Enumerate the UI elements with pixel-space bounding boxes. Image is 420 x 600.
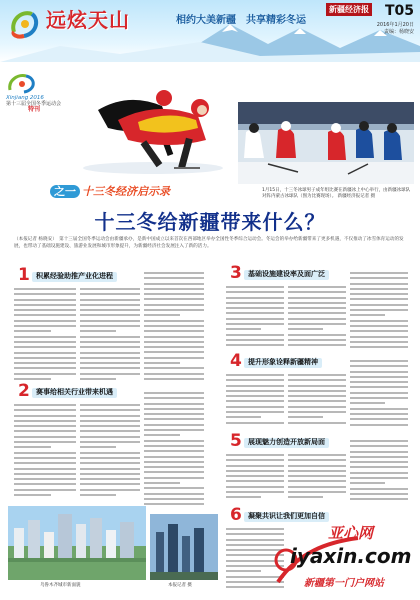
body-text-line — [80, 462, 140, 464]
body-text-line — [144, 397, 204, 399]
body-text-line — [14, 494, 51, 496]
body-text-line — [350, 288, 408, 290]
body-text-line — [288, 385, 346, 387]
body-text-line — [144, 498, 204, 500]
body-text-line — [80, 378, 116, 380]
editor-credit: 责编：杨晓安 — [383, 29, 414, 35]
body-text-line — [350, 493, 408, 495]
body-text-line — [144, 424, 204, 426]
body-text-line — [14, 404, 76, 406]
body-text-line — [144, 283, 204, 285]
body-text-line — [144, 298, 204, 300]
body-text-line — [14, 288, 76, 290]
body-text-line — [350, 346, 408, 348]
body-text-line — [80, 309, 140, 311]
body-text-line — [226, 286, 284, 288]
body-text-line — [144, 325, 204, 327]
body-text-line — [80, 357, 140, 359]
body-text-line — [144, 392, 204, 394]
body-text-line — [80, 468, 140, 470]
body-text-line — [144, 320, 204, 322]
body-text-line — [80, 425, 140, 427]
body-text-line — [226, 470, 284, 472]
body-text-line — [14, 425, 76, 427]
body-text-line — [80, 346, 140, 348]
city-photo-caption: 乌鲁木齐城市新面貌 — [40, 583, 81, 588]
speed-skater-photo — [78, 70, 228, 175]
body-text-line — [144, 493, 204, 495]
body-text-line — [14, 314, 76, 316]
section-5-number: 5 — [230, 431, 242, 451]
body-text-line — [288, 454, 346, 456]
body-text-line — [226, 344, 284, 346]
body-text-line — [350, 445, 408, 447]
body-text-line — [350, 304, 408, 306]
logo-wordmark: Xinjiang 2016 — [6, 95, 44, 101]
city-skyline-photo — [8, 506, 146, 580]
body-text-line — [80, 457, 140, 459]
body-text-line — [14, 436, 76, 438]
body-text-line — [288, 286, 346, 288]
body-text-line — [14, 336, 76, 338]
body-text-line — [288, 390, 346, 392]
body-text-line — [350, 498, 408, 500]
section-6-title: 凝聚共识让我们更加自信 — [248, 512, 325, 520]
body-text-line — [350, 413, 408, 415]
body-text-line — [288, 328, 323, 330]
body-text-line — [80, 473, 140, 475]
main-headline: 十三冬给新疆带来什么？ — [94, 210, 326, 234]
body-text-line — [350, 397, 408, 399]
section-5-body-col1 — [226, 454, 284, 506]
body-text-line — [144, 293, 204, 295]
body-text-line — [350, 293, 408, 295]
body-text-line — [144, 314, 180, 316]
body-text-line — [226, 411, 284, 413]
body-text-line — [288, 400, 346, 402]
series-number: 之一 — [50, 185, 80, 198]
body-text-line — [350, 330, 408, 332]
body-text-line — [226, 374, 284, 376]
body-text-line — [288, 344, 346, 346]
body-text-line — [14, 330, 51, 332]
site-watermark — [268, 512, 418, 600]
body-text-line — [14, 462, 76, 464]
hockey-photo-caption: 1月15日，十三冬冰球男子成年组比赛在新疆冰上中心举行，由新疆冰球队对阵内蒙古冰球队（图为比赛现场）。 新疆经济报记者 摄 — [262, 188, 411, 199]
section-2-body-col1 — [14, 404, 76, 500]
body-text-line — [144, 408, 204, 410]
body-text-line — [226, 334, 284, 336]
body-text-line — [14, 430, 76, 432]
games-title: 远炫天山 — [46, 8, 130, 32]
section-2-title: 赛事给相关行业带来机遇 — [36, 388, 113, 396]
body-text-line — [80, 494, 116, 496]
body-text-line — [144, 309, 204, 311]
body-text-line — [288, 312, 346, 314]
games-slogan: 相约大美新疆 共享精彩冬运 — [176, 15, 306, 26]
body-text-line — [144, 471, 204, 473]
body-text-line — [350, 325, 408, 327]
body-text-line — [288, 416, 323, 418]
body-text-line — [288, 486, 346, 488]
body-text-line — [144, 346, 204, 348]
body-text-line — [350, 472, 408, 474]
body-text-line — [226, 297, 284, 299]
night-city-photo — [150, 514, 218, 580]
ice-hockey-photo — [238, 102, 414, 184]
body-text-line — [350, 408, 408, 410]
body-text-line — [80, 452, 140, 454]
paper-name: 新疆经济报 — [326, 3, 372, 16]
body-text-line — [80, 314, 140, 316]
section-4-body-col2 — [288, 374, 346, 432]
body-text-line — [14, 309, 76, 311]
section-3-number: 3 — [230, 263, 242, 283]
body-text-line — [144, 357, 204, 359]
section-4-number: 4 — [230, 351, 242, 371]
body-text-line — [144, 477, 204, 479]
section-4-title: 提升形象诠释新疆精神 — [248, 358, 318, 366]
watermark-brand: 亚心网 — [328, 524, 374, 542]
body-text-line — [144, 362, 180, 364]
body-text-line — [144, 288, 204, 290]
body-text-line — [288, 496, 323, 498]
body-text-line — [350, 451, 408, 453]
section-4-body-col3 — [350, 360, 408, 432]
body-text-line — [144, 482, 180, 484]
body-text-line — [144, 351, 204, 353]
body-text-line — [226, 328, 261, 330]
body-text-line — [226, 406, 284, 408]
body-text-line — [350, 283, 408, 285]
body-text-line — [80, 489, 140, 491]
body-text-line — [288, 491, 346, 493]
body-text-line — [14, 320, 76, 322]
body-text-line — [350, 336, 408, 338]
lead-paragraph: （本报记者 杨晓安） 第十三届全国冬季运动会由新疆承办，是新中国成立以来首次在西部地区举办全国性冬季综合运动会。冬运会的举办给新疆带来了更多机遇，不仅推动了冰雪体育运动的发展，也带动了基础设施建设、旅游业发展和城市形象提升，为新疆经济社会发展注入了新的活力。 — [14, 237, 404, 249]
body-text-line — [14, 378, 51, 380]
body-text-line — [226, 570, 261, 572]
body-text-line — [226, 400, 284, 402]
body-text-line — [350, 418, 408, 420]
games-emblem-icon — [6, 6, 42, 42]
body-text-line — [80, 341, 140, 343]
body-text-line — [14, 478, 76, 480]
body-text-line — [226, 486, 284, 488]
body-text-line — [350, 482, 385, 484]
section-1-title: 积累经验助推产业化进程 — [36, 272, 113, 280]
body-text-line — [144, 440, 204, 442]
body-text-line — [288, 318, 346, 320]
section-1-body-col2 — [80, 288, 140, 384]
watermark-domain: iyaxin.com — [290, 544, 412, 568]
body-text-line — [14, 473, 76, 475]
body-text-line — [288, 323, 346, 325]
body-text-line — [80, 367, 140, 369]
body-text-line — [14, 293, 76, 295]
body-text-line — [288, 422, 346, 424]
body-text-line — [350, 461, 408, 463]
body-text-line — [14, 489, 76, 491]
body-text-line — [80, 415, 140, 417]
night-photo-caption: 本报记者 摄 — [168, 583, 192, 588]
body-text-line — [288, 339, 346, 341]
body-text-line — [144, 330, 204, 332]
body-text-line — [226, 465, 284, 467]
body-text-line — [288, 480, 346, 482]
body-text-line — [226, 454, 284, 456]
section-1-header — [18, 265, 158, 285]
body-text-line — [350, 298, 408, 300]
body-text-line — [350, 371, 408, 373]
body-text-line — [80, 362, 140, 364]
body-text-line — [80, 404, 140, 406]
body-text-line — [80, 288, 140, 290]
body-text-line — [226, 459, 284, 461]
body-text-line — [14, 304, 76, 306]
body-text-line — [14, 441, 76, 443]
section-1-number: 1 — [18, 265, 30, 285]
body-text-line — [14, 420, 76, 422]
body-text-line — [144, 403, 204, 405]
section-3-body-col1 — [226, 286, 284, 352]
body-text-line — [144, 466, 204, 468]
body-text-line — [14, 367, 76, 369]
section-2-header — [18, 381, 158, 401]
body-text-line — [80, 325, 140, 327]
body-text-line — [14, 446, 51, 448]
body-text-line — [144, 429, 204, 431]
body-text-line — [144, 450, 204, 452]
body-text-line — [144, 418, 204, 420]
body-text-line — [80, 304, 140, 306]
body-text-line — [80, 478, 140, 480]
body-text-line — [80, 483, 140, 485]
body-text-line — [350, 360, 408, 362]
body-text-line — [350, 320, 408, 322]
body-text-line — [288, 374, 346, 376]
body-text-line — [144, 304, 204, 306]
body-text-line — [226, 385, 284, 387]
body-text-line — [144, 341, 204, 343]
body-text-line — [350, 314, 385, 316]
masthead-banner — [0, 0, 420, 62]
body-text-line — [80, 320, 140, 322]
body-text-line — [226, 307, 284, 309]
section-2-number: 2 — [18, 381, 30, 401]
body-text-line — [226, 422, 284, 424]
section-1-body-col3 — [144, 272, 204, 384]
series-label: 十三冬经济启示录 — [82, 185, 170, 198]
games-logo-icon — [6, 72, 40, 94]
body-text-line — [350, 424, 408, 426]
body-text-line — [144, 456, 204, 458]
body-text-line — [14, 483, 76, 485]
body-text-line — [144, 367, 204, 369]
body-text-line — [80, 336, 140, 338]
body-text-line — [144, 445, 204, 447]
body-text-line — [14, 362, 76, 364]
body-text-line — [80, 373, 140, 375]
body-text-line — [14, 325, 76, 327]
body-text-line — [80, 436, 140, 438]
section-2-body-col3 — [144, 392, 204, 512]
body-text-line — [226, 312, 284, 314]
body-text-line — [144, 413, 204, 415]
page-number: T05 — [384, 3, 414, 19]
body-text-line — [14, 341, 76, 343]
body-text-line — [144, 272, 204, 274]
section-4-header — [230, 351, 370, 371]
body-text-line — [14, 352, 76, 354]
section-4-body-col1 — [226, 374, 284, 432]
body-text-line — [288, 291, 346, 293]
body-text-line — [288, 475, 346, 477]
body-text-line — [226, 339, 284, 341]
body-text-line — [80, 441, 140, 443]
body-text-line — [350, 402, 385, 404]
section-1-body-col1 — [14, 288, 76, 384]
section-3-title: 基础设施建设率及面广泛 — [248, 270, 325, 278]
body-text-line — [288, 465, 346, 467]
body-text-line — [144, 461, 204, 463]
body-text-line — [80, 352, 140, 354]
body-text-line — [350, 440, 408, 442]
body-text-line — [14, 299, 76, 301]
section-2-body-col2 — [80, 404, 140, 500]
body-text-line — [350, 365, 408, 367]
body-text-line — [350, 477, 408, 479]
section-5-title: 展现魅力创造开放新局面 — [248, 438, 325, 446]
body-text-line — [350, 456, 408, 458]
body-text-line — [144, 373, 204, 375]
body-text-line — [288, 297, 346, 299]
body-text-line — [350, 381, 408, 383]
body-text-line — [288, 307, 346, 309]
body-text-line — [14, 415, 76, 417]
body-text-line — [14, 357, 76, 359]
body-text-line — [80, 446, 116, 448]
body-text-line — [226, 395, 284, 397]
body-text-line — [350, 341, 408, 343]
body-text-line — [350, 376, 408, 378]
body-text-line — [350, 277, 408, 279]
body-text-line — [226, 390, 284, 392]
section-5-body-col2 — [288, 454, 346, 506]
body-text-line — [80, 420, 140, 422]
section-5-body-col3 — [350, 440, 408, 506]
body-text-line — [226, 379, 284, 381]
body-text-line — [288, 459, 346, 461]
body-text-line — [226, 323, 284, 325]
body-text-line — [144, 503, 204, 505]
body-text-line — [226, 416, 261, 418]
body-text-line — [144, 336, 204, 338]
body-text-line — [350, 272, 408, 274]
section-3-header — [230, 263, 370, 283]
body-text-line — [226, 496, 261, 498]
section-3-body-col3 — [350, 272, 408, 352]
body-text-line — [144, 434, 180, 436]
body-text-line — [288, 406, 346, 408]
body-text-line — [350, 466, 408, 468]
body-text-line — [226, 480, 284, 482]
body-text-line — [14, 468, 76, 470]
body-text-line — [226, 291, 284, 293]
body-text-line — [288, 411, 346, 413]
body-text-line — [14, 452, 76, 454]
body-text-line — [80, 330, 116, 332]
body-text-line — [80, 409, 140, 411]
body-text-line — [288, 395, 346, 397]
body-text-line — [226, 491, 284, 493]
body-text-line — [144, 487, 204, 489]
body-text-line — [288, 334, 346, 336]
body-text-line — [288, 470, 346, 472]
body-text-line — [350, 488, 408, 490]
body-text-line — [144, 277, 204, 279]
body-text-line — [350, 392, 408, 394]
body-text-line — [350, 309, 408, 311]
series-badge — [50, 183, 170, 199]
body-text-line — [288, 302, 346, 304]
body-text-line — [14, 457, 76, 459]
body-text-line — [144, 378, 204, 380]
body-text-line — [14, 373, 76, 375]
body-text-line — [226, 475, 284, 477]
body-text-line — [80, 293, 140, 295]
body-text-line — [350, 386, 408, 388]
body-text-line — [226, 318, 284, 320]
section-6-number: 6 — [230, 505, 242, 525]
special-issue-tag: 特刊 — [28, 106, 41, 113]
body-text-line — [80, 430, 140, 432]
body-text-line — [80, 299, 140, 301]
issue-date: 2016年1月20日 — [376, 22, 414, 28]
logo-subtitle: 第十三届全国冬季运动会 — [6, 101, 62, 107]
body-text-line — [14, 346, 76, 348]
body-text-line — [14, 409, 76, 411]
watermark-tagline: 新疆第一门户网站 — [304, 578, 384, 589]
body-text-line — [288, 379, 346, 381]
body-text-line — [226, 302, 284, 304]
section-3-body-col2 — [288, 286, 346, 352]
logo-caption — [6, 95, 76, 113]
